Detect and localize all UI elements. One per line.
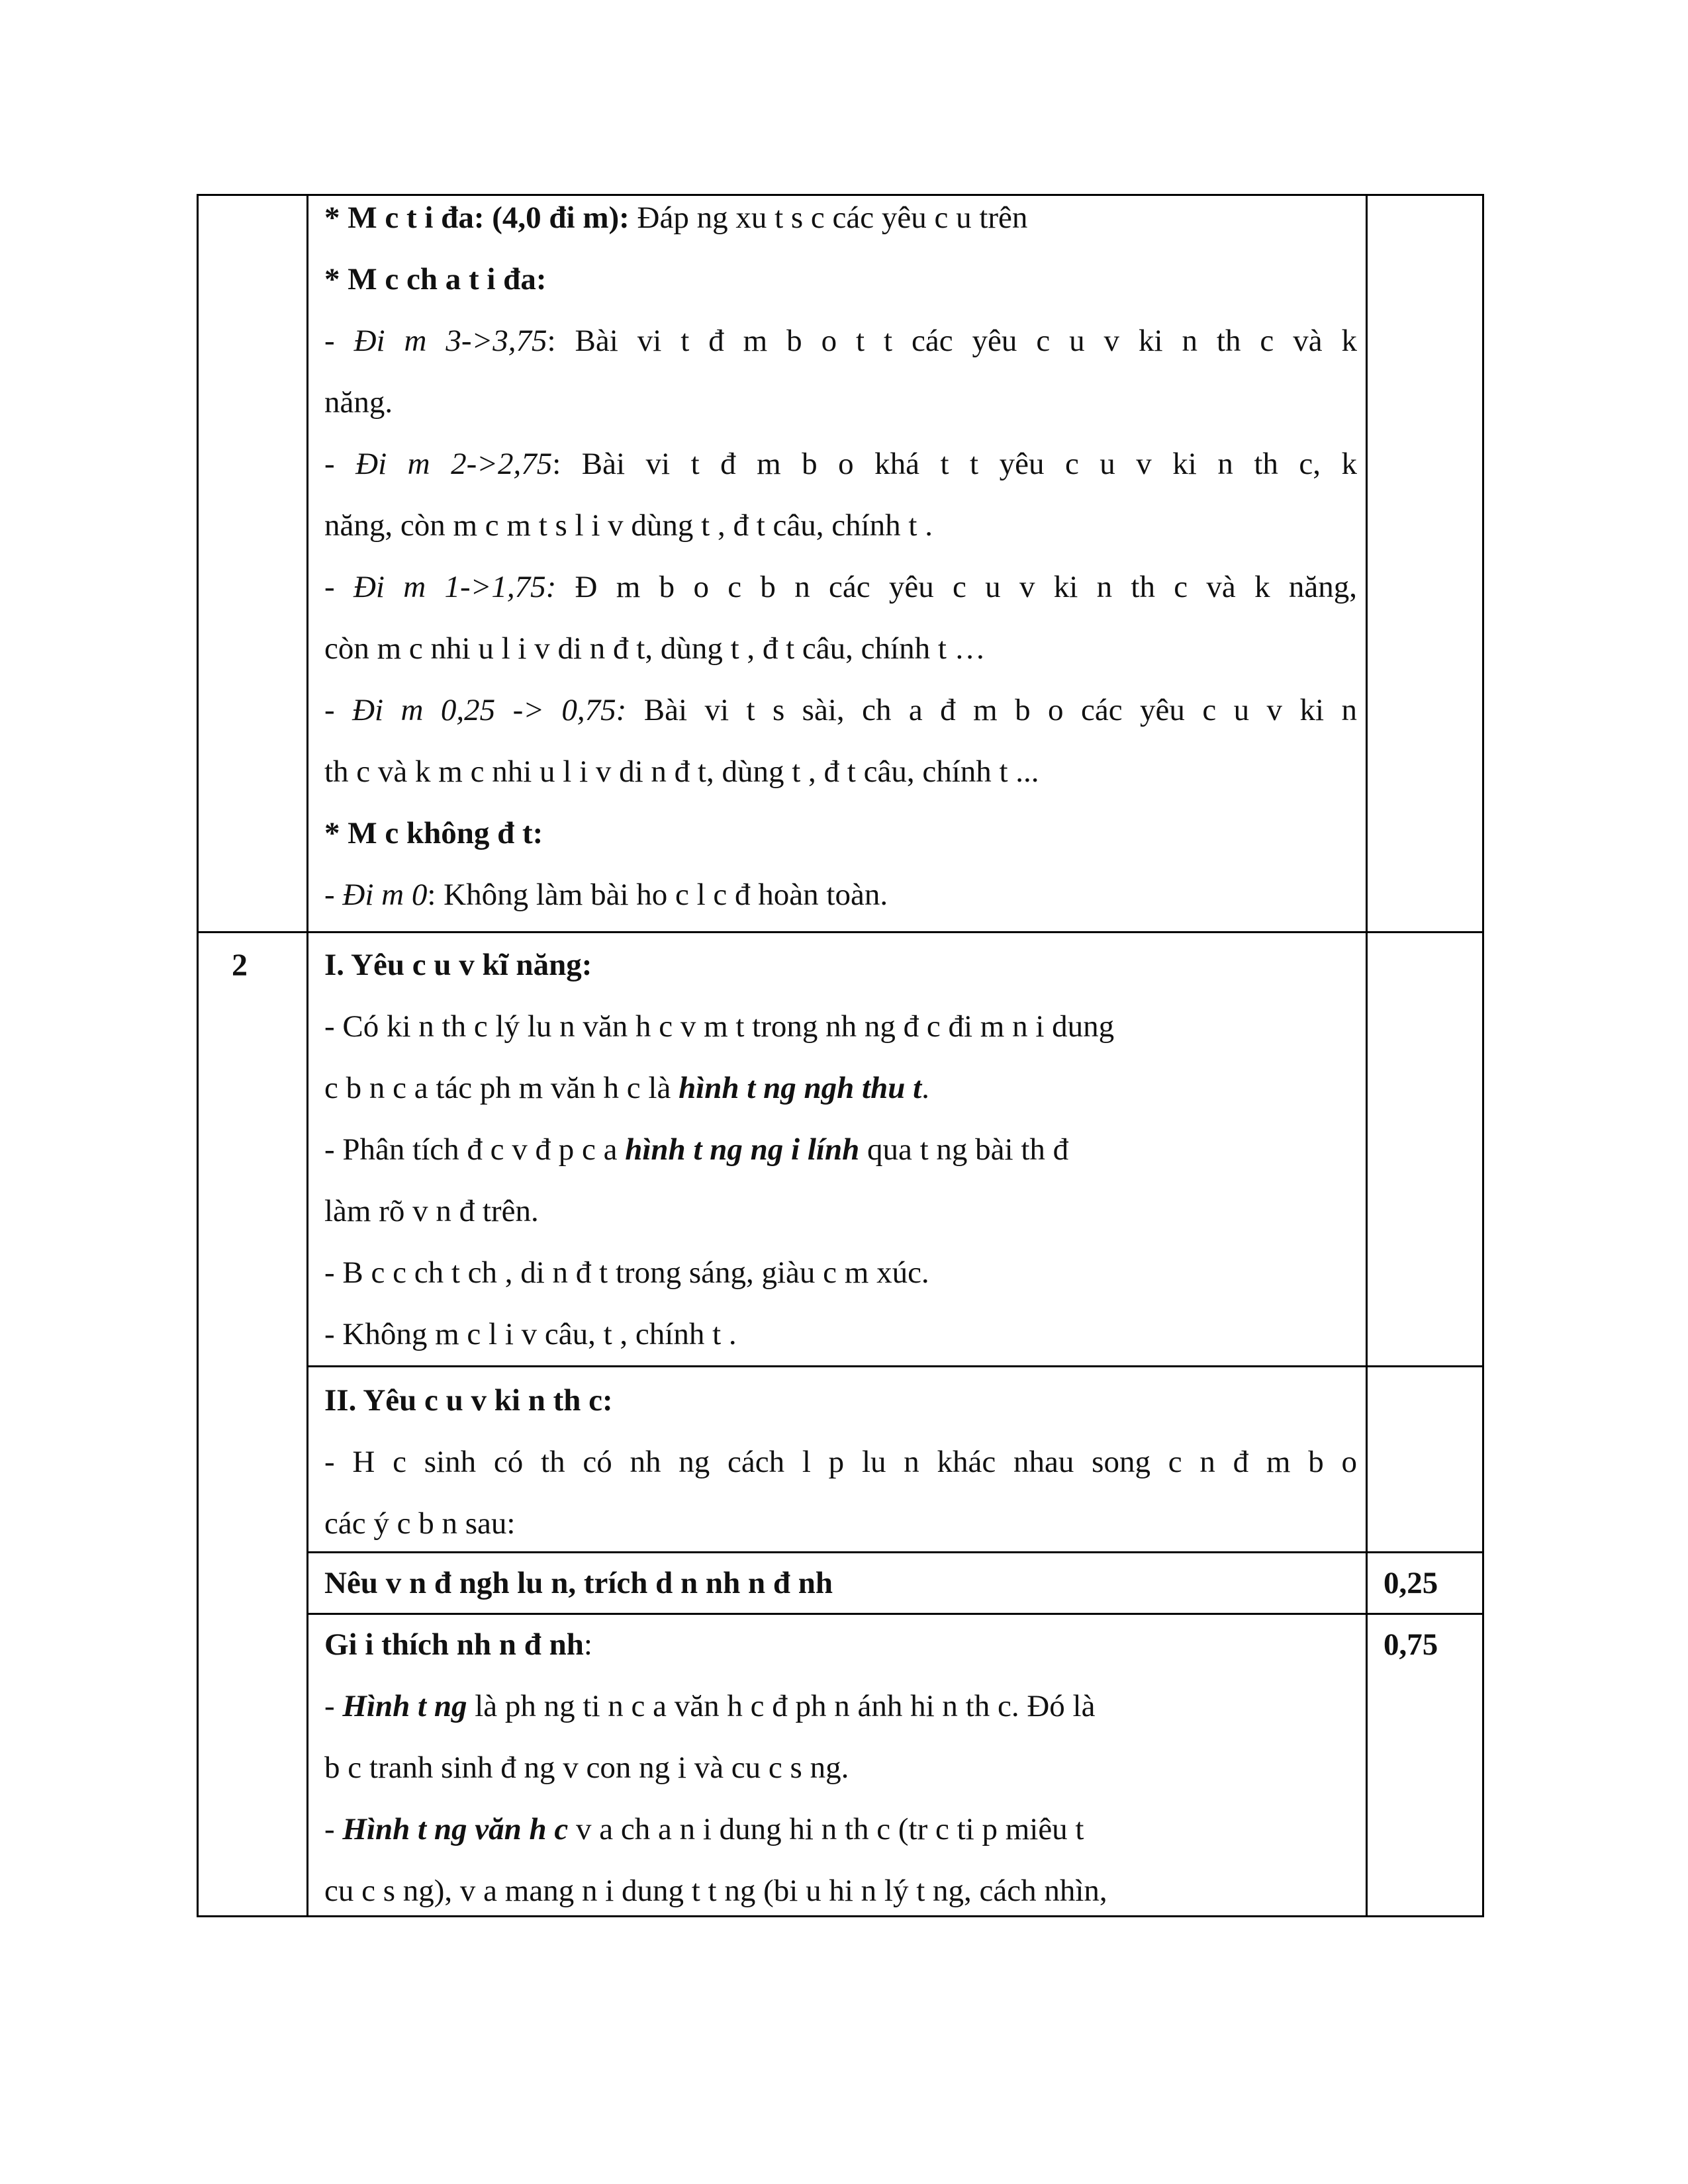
row1-criteria-cell bbox=[324, 187, 1357, 926]
row5-line-2: b c tranh sinh đ ng v con ng i và cu c s ng. bbox=[324, 1751, 849, 1785]
row2-skills-cell bbox=[324, 934, 1357, 1365]
row5-line-3: - Hình t ng văn h c v a ch a n i dung hi n th c (tr c ti p miêu t bbox=[324, 1812, 1084, 1846]
row4-score: 0,25 bbox=[1383, 1566, 1438, 1600]
criteria-score-1: - Đi m 1->1,75: Đ m b o c b n các yêu c u v ki n th c và k năng, bbox=[324, 570, 1357, 604]
skills-line-5: - B c c ch t ch , di n đ t trong sáng, giàu c m xúc. bbox=[324, 1255, 929, 1290]
criteria-max-score: * M c t i đa: (4,0 đi m): Đáp ng xu t s c các yêu c u trên bbox=[324, 201, 1028, 235]
skills-heading: I. Yêu c u v kĩ năng: bbox=[324, 948, 592, 982]
knowledge-line-1: - H c sinh có th có nh ng cách l p lu n khác nhau song c n đ m b o bbox=[324, 1445, 1357, 1479]
row5-heading: Gi i thích nh n đ nh: bbox=[324, 1627, 592, 1662]
criteria-score-025-cont: th c và k m c nhi u l i v di n đ t, dùng t , đ t câu, chính t ... bbox=[324, 754, 1039, 789]
row3-knowledge-cell bbox=[324, 1370, 1357, 1555]
table-divider-col1 bbox=[306, 194, 308, 1917]
table-border-left bbox=[197, 194, 199, 1917]
criteria-score-025: - Đi m 0,25 -> 0,75: Bài vi t s sài, ch a đ m b o các yêu c u v ki n bbox=[324, 693, 1357, 727]
skills-line-4: làm rõ v n đ trên. bbox=[324, 1194, 539, 1228]
criteria-score-0: - Đi m 0: Không làm bài ho c l c đ hoàn toàn. bbox=[324, 878, 888, 912]
criteria-score-2: - Đi m 2->2,75: Bài vi t đ m b o khá t t yêu c u v ki n th c, k bbox=[324, 447, 1357, 481]
row5-score: 0,75 bbox=[1383, 1627, 1438, 1662]
row4-cell bbox=[324, 1553, 1357, 1614]
row5-line-4: cu c s ng), v a mang n i dung t t ng (bi u hi n lý t ng, cách nhìn, bbox=[324, 1874, 1107, 1908]
knowledge-line-2: các ý c b n sau: bbox=[324, 1506, 516, 1541]
knowledge-heading: II. Yêu c u v ki n th c: bbox=[324, 1383, 613, 1418]
row-divider-1 bbox=[197, 931, 1484, 933]
criteria-not-max-heading: * M c ch a t i đa: bbox=[324, 262, 547, 296]
row-divider-2 bbox=[306, 1365, 1484, 1367]
criteria-score-1-cont: còn m c nhi u l i v di n đ t, dùng t , đ t câu, chính t … bbox=[324, 631, 986, 666]
question-number: 2 bbox=[232, 948, 248, 983]
skills-line-6: - Không m c l i v câu, t , chính t . bbox=[324, 1317, 737, 1351]
skills-line-3: - Phân tích đ c v đ p c a hình t ng ng i lính qua t ng bài th đ bbox=[324, 1132, 1069, 1167]
criteria-score-3-cont: năng. bbox=[324, 385, 393, 420]
criteria-score-2-cont: năng, còn m c m t s l i v dùng t , đ t câu, chính t . bbox=[324, 508, 933, 543]
table-border-right bbox=[1482, 194, 1484, 1917]
row4-text: Nêu v n đ ngh lu n, trích d n nh n đ nh bbox=[324, 1566, 833, 1600]
criteria-score-3: - Đi m 3->3,75: Bài vi t đ m b o t t các yêu c u v ki n th c và k bbox=[324, 324, 1357, 358]
row5-line-1: - Hình t ng là ph ng ti n c a văn h c đ ph n ánh hi n th c. Đó là bbox=[324, 1689, 1096, 1723]
row5-cell bbox=[324, 1614, 1357, 1922]
criteria-fail-heading: * M c không đ t: bbox=[324, 816, 543, 850]
skills-line-2: c b n c a tác ph m văn h c là hình t ng ngh thu t. bbox=[324, 1071, 929, 1105]
skills-line-1: - Có ki n th c lý lu n văn h c v m t trong nh ng đ c đi m n i dung bbox=[324, 1009, 1115, 1044]
table-divider-col2 bbox=[1366, 194, 1368, 1917]
